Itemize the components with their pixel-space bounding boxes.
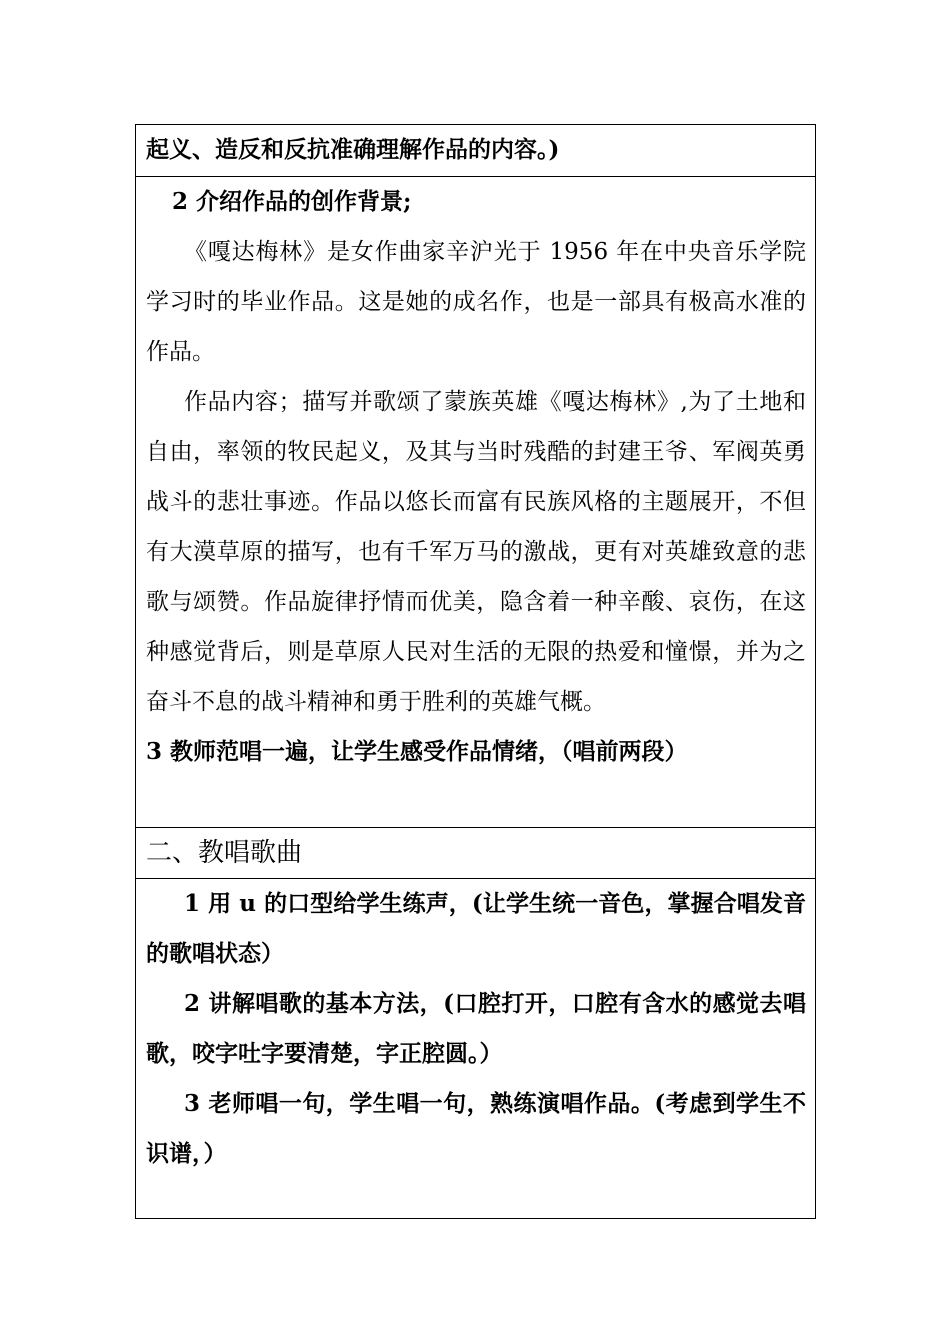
table-row — [136, 177, 815, 828]
table-row — [136, 125, 815, 177]
section-subheading: 2 介绍作品的创作背景; — [172, 188, 412, 215]
singing-method-step: 2 讲解唱歌的基本方法，(口腔打开，口腔有含水的感觉去唱歌，咬字吐字要清楚，字正腔圆。） — [146, 990, 806, 1067]
table-row — [136, 879, 815, 1218]
demo-singing-step: 3 教师范唱一遍，让学生感受作品情绪，（唱前两段） — [146, 738, 688, 765]
phrase-teaching-step: 3 老师唱一句，学生唱一句，熟练演唱作品。(考虑到学生不识谱，） — [146, 1090, 806, 1167]
table-row — [136, 828, 815, 879]
background-paragraph: 《嘎达梅林》是女作曲家辛沪光于 1956 年在中央音乐学院学习时的毕业作品。这是她的成名作，也是一部具有极高水准的作品。 — [146, 239, 806, 365]
continued-text: 起义、造反和反抗准确理解作品的内容。) — [146, 136, 560, 163]
lesson-plan-table — [135, 124, 816, 1219]
content-paragraph: 作品内容；描写并歌颂了蒙族英雄《嘎达梅林》,为了土地和自由，率领的牧民起义，及其与当时残酷的封建王爷、军阀英勇战斗的悲壮事迹。作品以悠长而富有民族风格的主题展开，不但有大漠草原的描写，也有千军万马的激战，更有对英雄致意的悲歌与颂赞。作品旋律抒情而优美，隐含着一种辛酸、哀伤，在这种感觉背后，则是草原人民对生活的无限的热爱和憧憬，并为之奋斗不息的战斗精神和勇于胜利的英雄气概。 — [146, 389, 806, 715]
section-heading: 二、教唱歌曲 — [146, 838, 303, 868]
vocal-warmup-step: 1 用 u 的口型给学生练声，(让学生统一音色，掌握合唱发音的歌唱状态） — [146, 890, 806, 967]
